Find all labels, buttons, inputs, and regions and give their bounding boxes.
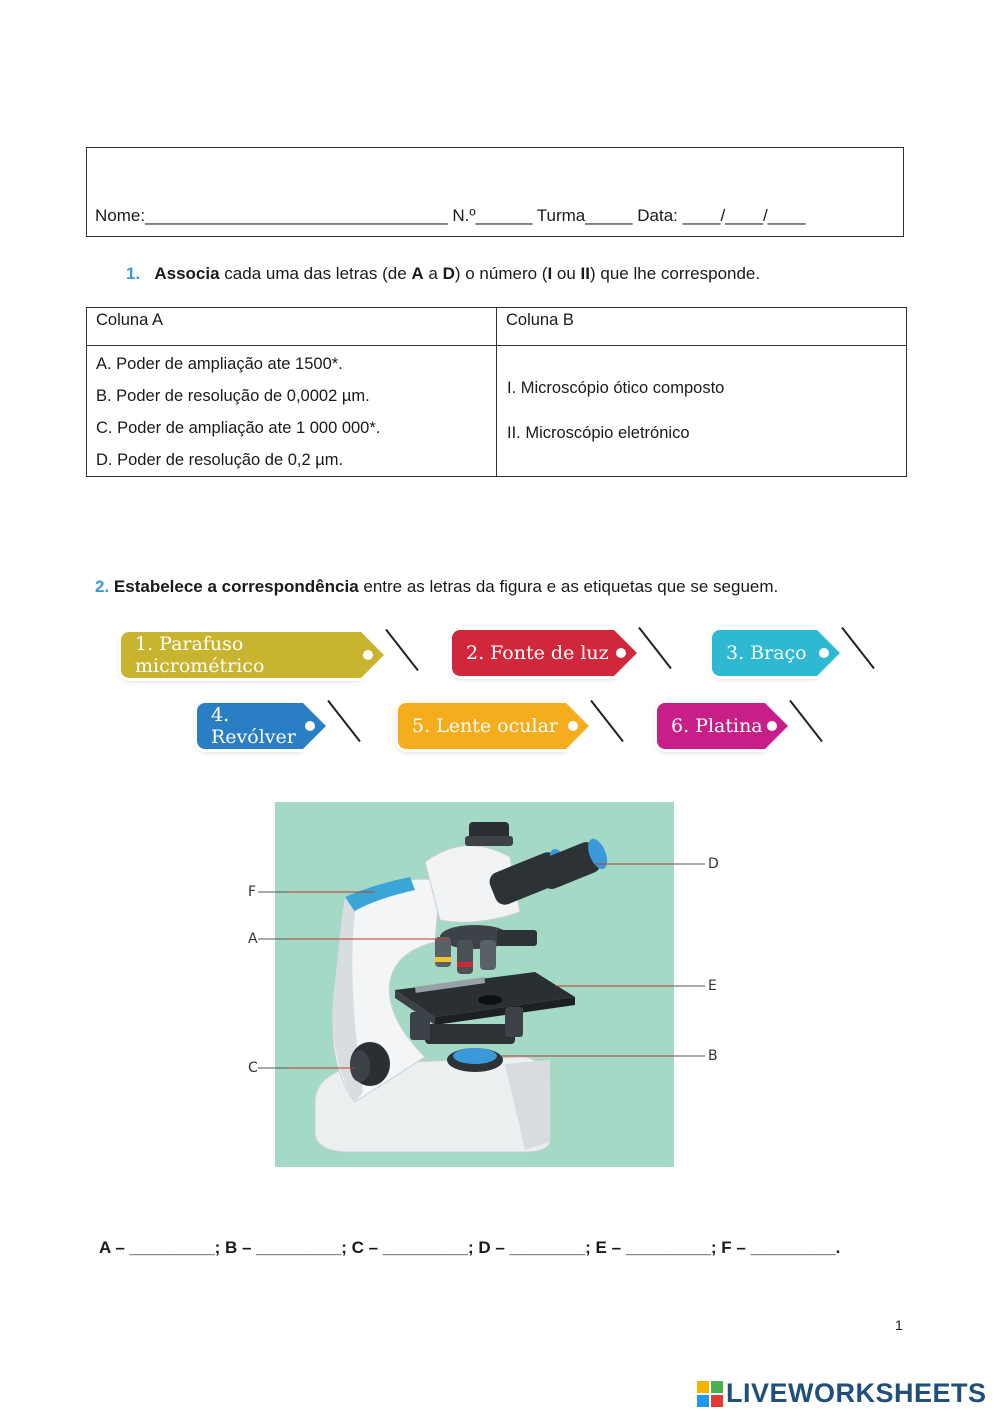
q1-text-a: cada uma das letras (de — [219, 264, 412, 283]
callout-f: F — [248, 884, 257, 900]
liveworksheets-logo-icon — [697, 1381, 723, 1407]
tag-parafuso-micrometrico[interactable] — [121, 632, 361, 678]
turma-field[interactable]: _____ — [585, 206, 633, 225]
tag-platina[interactable] — [657, 703, 765, 749]
col-a-header: Coluna A — [87, 308, 497, 346]
tag-label: 3. Braço — [726, 642, 807, 664]
answer-text: A – _________; B – _________; C – _________; D – ________; E – _________; F – _________. — [99, 1238, 841, 1257]
col-b-item: I. Microscópio ótico composto — [507, 379, 725, 397]
question-2-prompt — [95, 577, 778, 597]
nome-label: Nome: — [95, 206, 146, 225]
question-2-number: 2. — [95, 577, 110, 596]
tag-hole — [568, 721, 578, 731]
tag-string — [590, 700, 624, 742]
logo-square — [697, 1381, 709, 1393]
q1-text-d: ou — [552, 264, 581, 283]
tag-label: 2. Fonte de luz — [466, 642, 609, 664]
tag-string — [327, 700, 361, 742]
tag-hole — [767, 721, 777, 731]
col-a-item: B. Poder de resolução de 0,0002 µm. — [96, 387, 370, 405]
q1-letter-d: D — [442, 264, 455, 283]
page-number: 1 — [895, 1317, 903, 1333]
numero-label: N.º — [452, 206, 476, 225]
col-a-item: C. Poder de ampliação ate 1 000 000*. — [96, 419, 381, 437]
logo-square — [711, 1381, 723, 1393]
callout-b: B — [708, 1048, 718, 1064]
q1-bold-word: Associa — [154, 264, 220, 283]
microscope-figure — [275, 802, 674, 1167]
q1-letter-a: A — [411, 264, 424, 283]
tag-hole — [819, 648, 829, 658]
tag-hole — [616, 648, 626, 658]
col-a-cell — [87, 346, 497, 477]
tag-string — [841, 627, 875, 669]
callout-d: D — [708, 856, 719, 872]
col-b-cell — [497, 346, 907, 477]
tag-string — [385, 629, 419, 671]
question-1-prompt — [126, 264, 760, 284]
tag-string — [789, 700, 823, 742]
tag-braco[interactable] — [712, 630, 817, 676]
callout-e: E — [708, 978, 717, 994]
q2-bold-text: Estabelece a correspondência — [113, 577, 359, 596]
data-field[interactable]: ____/____/____ — [682, 206, 806, 225]
col-b-item: II. Microscópio eletrónico — [507, 424, 690, 442]
answer-line[interactable] — [99, 1238, 840, 1258]
tag-label: 1. Parafuso micrométrico — [135, 633, 265, 677]
tag-label: 4. Revólver — [211, 704, 296, 748]
tag-fonte-de-luz[interactable] — [452, 630, 614, 676]
tag-revolver[interactable] — [197, 703, 303, 749]
numero-field[interactable]: ______ — [475, 206, 533, 225]
col-a-item: A. Poder de ampliação ate 1500*. — [96, 355, 343, 373]
tag-hole — [363, 650, 373, 660]
question-1-number: 1. — [126, 264, 141, 283]
brand — [697, 1378, 987, 1409]
association-table — [86, 307, 907, 477]
nome-field[interactable]: ________________________________ — [145, 206, 448, 225]
tag-hole — [305, 721, 315, 731]
brand-text: LIVEWORKSHEETS — [726, 1378, 987, 1408]
logo-square — [711, 1395, 723, 1407]
q1-text-e: ) que lhe corresponde. — [590, 264, 761, 283]
tag-lente-ocular[interactable] — [398, 703, 566, 749]
tag-label: 5. Lente ocular — [412, 715, 558, 737]
turma-label: Turma — [536, 206, 586, 225]
q1-roman-ii: II — [580, 264, 590, 283]
tag-string — [638, 627, 672, 669]
callout-a: A — [248, 931, 258, 947]
data-label: Data: — [637, 206, 678, 225]
col-a-item: D. Poder de resolução de 0,2 µm. — [96, 451, 344, 469]
student-info-line — [95, 206, 806, 226]
q1-text-b: a — [423, 264, 443, 283]
logo-square — [697, 1395, 709, 1407]
q2-rest-text: entre as letras da figura e as etiquetas que se seguem. — [358, 577, 779, 596]
tag-label: 6. Platina — [671, 715, 763, 737]
q1-text-c: ) o número ( — [454, 264, 548, 283]
microscope-illustration — [275, 802, 674, 1167]
col-b-header: Coluna B — [497, 308, 907, 346]
callout-c: C — [248, 1060, 258, 1076]
q1-roman-i: I — [547, 264, 553, 283]
